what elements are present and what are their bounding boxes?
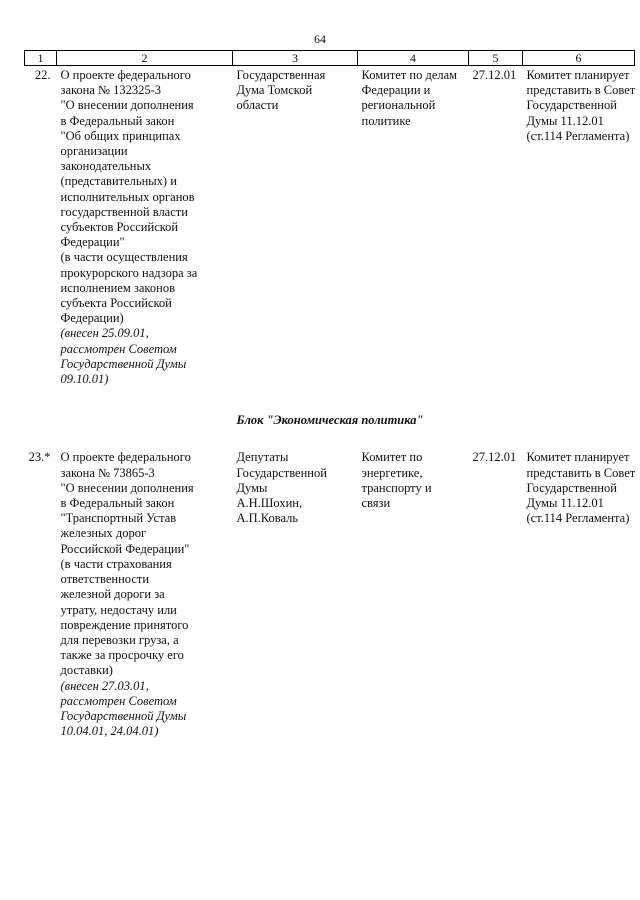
text-line: "О внесении дополнения: [60, 480, 194, 495]
text-line: региональной: [361, 98, 436, 113]
text-line: организации: [60, 144, 128, 159]
text-line: Государственная: [236, 68, 326, 82]
text-line: Комитет планирует: [526, 68, 630, 82]
text-line: транспорту и: [361, 480, 432, 495]
text-line: Думы: [236, 480, 268, 495]
page-number: 64: [314, 32, 326, 46]
committee-cell: [358, 448, 469, 739]
text-line: Федерации и: [361, 83, 431, 98]
text-line: закона № 132325-3: [60, 83, 162, 98]
text-line: области: [236, 98, 279, 113]
text-line: в Федеральный закон: [60, 496, 175, 511]
text-line: Думы 11.12.01: [526, 496, 604, 511]
table-row: [25, 66, 635, 388]
text-line: А.П.Коваль: [236, 511, 299, 526]
text-line: представить в Совет: [526, 83, 636, 98]
text-line: (внесен 25.09.01,: [60, 326, 149, 341]
column-header-5: 5: [469, 51, 523, 66]
text-line: для перевозки груза, а: [60, 632, 179, 647]
text-line: А.Н.Шохин,: [236, 496, 303, 511]
column-header-4: 4: [358, 51, 469, 66]
section-heading: Блок "Экономическая политика": [236, 413, 424, 428]
text-line: связи: [361, 496, 391, 511]
text-line: исполнением законов: [60, 280, 175, 295]
text-line: законодательных: [60, 159, 152, 174]
text-line: Думы 11.12.01: [526, 113, 604, 128]
text-line: представить в Совет: [526, 465, 636, 480]
text-line: Российской Федерации": [60, 541, 190, 556]
text-line: О проекте федерального: [60, 450, 191, 465]
text-line: железной дороги за: [60, 587, 165, 602]
text-line: (ст.114 Регламента): [526, 511, 630, 526]
text-line: субъекта Российской: [60, 296, 172, 311]
text-line: Комитет по делам: [361, 68, 458, 82]
text-line: ответственности: [60, 572, 150, 587]
text-line: 09.10.01): [60, 372, 109, 387]
text-line: прокурорского надзора за: [60, 265, 198, 280]
text-line: Государственной: [526, 98, 617, 113]
text-line: (в части осуществления: [60, 250, 188, 265]
date-cell: 27.12.01: [472, 68, 517, 82]
text-line: государственной власти: [60, 204, 188, 219]
text-line: Федерации): [60, 311, 124, 326]
bill-note: [61, 679, 230, 740]
text-line: (ст.114 Регламента): [526, 128, 630, 143]
author-cell: [233, 66, 358, 388]
text-line: Комитет планирует: [526, 450, 630, 465]
text-line: Государственной Думы: [60, 356, 187, 371]
text-line: (в части страхования: [60, 556, 172, 571]
text-line: О проекте федерального: [60, 68, 191, 82]
text-line: Государственной Думы: [60, 708, 187, 723]
bill-note: [61, 326, 230, 387]
text-line: Комитет по: [361, 450, 423, 465]
text-line: Дума Томской: [236, 83, 313, 98]
column-header-1: 1: [25, 51, 57, 66]
text-line: политике: [361, 113, 411, 128]
text-line: железных дорог: [60, 526, 147, 541]
column-header-6: 6: [523, 51, 635, 66]
text-line: Депутаты: [236, 450, 289, 465]
text-line: рассмотрен Советом: [60, 693, 177, 708]
text-line: 10.04.01, 24.04.01): [60, 724, 159, 739]
table-row: [25, 448, 635, 739]
text-line: (внесен 27.03.01,: [60, 678, 149, 693]
text-line: Государственной: [236, 465, 327, 480]
text-line: Федерации": [60, 235, 125, 250]
column-header-3: 3: [233, 51, 358, 66]
header-row: [25, 51, 635, 66]
text-line: энергетике,: [361, 465, 423, 480]
bill-title: [61, 68, 230, 326]
text-line: "О внесении дополнения: [60, 98, 194, 113]
text-line: доставки): [60, 663, 113, 678]
text-line: повреждение принятого: [60, 617, 189, 632]
bill-title-cell: [57, 448, 233, 739]
text-line: закона № 73865-3: [60, 465, 155, 480]
bills-table: [24, 50, 635, 739]
text-line: также за просрочку его: [60, 648, 184, 663]
text-line: утрату, недостачу или: [60, 602, 177, 617]
text-line: (представительных) и: [60, 174, 177, 189]
row-number: 23.*: [28, 450, 51, 465]
row-number: 22.: [34, 68, 51, 82]
committee-cell: [358, 66, 469, 388]
author-cell: [233, 448, 358, 739]
date-cell: 27.12.01: [472, 450, 517, 465]
text-line: исполнительных органов: [60, 189, 195, 204]
text-line: "Об общих принципах: [60, 128, 181, 143]
text-line: Государственной: [526, 480, 617, 495]
text-line: "Транспортный Устав: [60, 511, 177, 526]
text-line: рассмотрен Советом: [60, 341, 177, 356]
column-header-2: 2: [57, 51, 233, 66]
bill-title-cell: [57, 66, 233, 388]
text-line: в Федеральный закон: [60, 113, 175, 128]
plan-cell: [523, 448, 635, 739]
plan-cell: [523, 66, 635, 388]
bill-title: [61, 450, 230, 678]
section-heading-row: [25, 387, 635, 448]
text-line: субъектов Российской: [60, 220, 179, 235]
